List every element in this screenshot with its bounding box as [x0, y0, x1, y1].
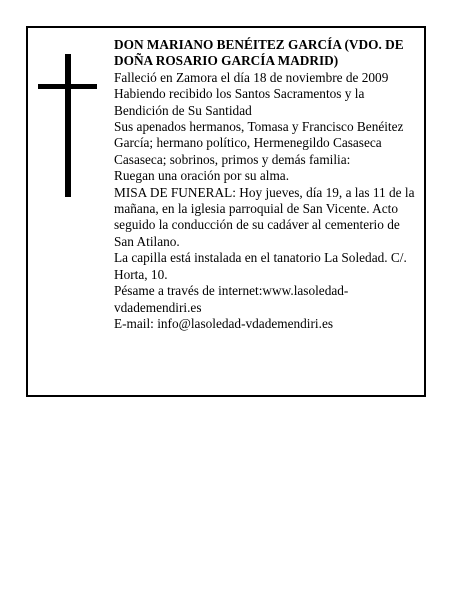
cross-icon-crossbar: [38, 84, 97, 89]
family-line: Sus apenados hermanos, Tomasa y Francisco Benéitez García; hermano político, Hermenegildo Casaseca Casaseca; sobrinos, primos y demás familia:: [114, 119, 404, 167]
cross-icon: [65, 54, 71, 197]
death-date-line: Falleció en Zamora el día 18 de noviembre de 2009: [114, 69, 389, 85]
prayer-line: Ruegan una oración por su alma.: [114, 168, 290, 184]
deceased-name-title: DON MARIANO BENÉITEZ GARCÍA (VDO. DE DOÑA ROSARIO GARCÍA MADRID): [114, 37, 404, 69]
chapel-line: La capilla está instalada en el tanatorio La Soledad. C/. Horta, 10.: [114, 250, 407, 282]
obituary-text: [114, 37, 419, 332]
email-line: E-mail: info@lasoledad-vdademendiri.es: [114, 315, 334, 331]
condolences-web-line: Pésame a través de internet:www.lasoledad-vdademendiri.es: [114, 283, 349, 315]
sacraments-line: Habiendo recibido los Santos Sacramentos y la Bendición de Su Santidad: [114, 86, 365, 118]
funeral-mass-line: MISA DE FUNERAL: Hoy jueves, día 19, a las 11 de la mañana, en la iglesia parroquial de San Vicente. Acto seguido la conducción de su cadáver al cementerio de San Atilano.: [114, 184, 415, 249]
